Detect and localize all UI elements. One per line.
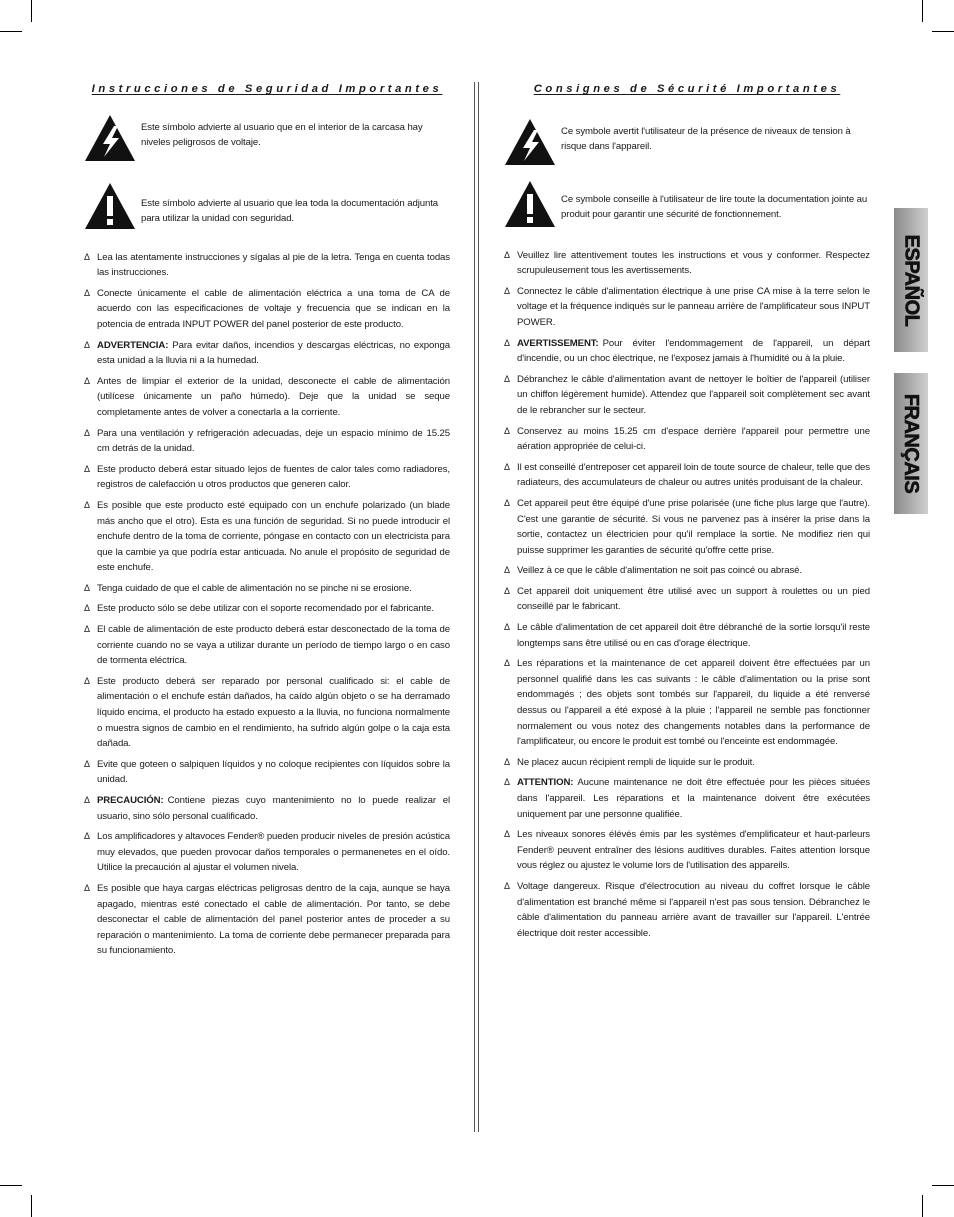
safety-item (504, 424, 870, 455)
safety-item-text: Este producto deberá estar situado lejos de fuentes de calor tales como radiadores, registros de calefacción u otros productos que generen calor. (97, 463, 450, 491)
bullet-marker: Δ (84, 624, 90, 635)
safety-item (504, 620, 870, 651)
docs-symbol-text: Ce symbole conseille à l'utilisateur de lire toute la documentation jointe au produit pour garantir une sécurité de fonctionnement. (561, 193, 868, 221)
safety-item-text: Para una ventilación y refrigeración adecuadas, deje un espacio mínimo de 15.25 cm detrás de la unidad. (97, 427, 450, 455)
bullet-marker: Δ (504, 880, 510, 891)
safety-item-text: Les réparations et la maintenance de cet appareil doivent être effectuées par un personnel qualifié dans les cas suivants : le câble d'alimentation ou la prise sont endommagés ; des objets sont tombés sur l'appareil, du liquide a été renversé dessus ou l'appareil a été exposé à la pluie ; l'appareil ne semble pas fonctionner normalement ou vous notez des changements notables dans la performance de l'amplificateur, ou encore le produit est tombé ou l'enceinte est endommagée. (517, 658, 870, 748)
bullet-marker: Δ (504, 777, 510, 788)
language-tab-label: ESPAÑOL (900, 234, 923, 326)
voltage-symbol-note (84, 114, 450, 168)
docs-symbol-note (84, 182, 450, 236)
exclamation-warning-icon (84, 182, 136, 230)
bullet-marker: Δ (504, 658, 510, 669)
spanish-column (84, 82, 450, 964)
lightning-warning-icon (504, 118, 556, 166)
safety-item-text: Es posible que este producto esté equipado con un enchufe polarizado (un blade más ancho que el otro). Esta es una función de seguridad. Si no puede introducir el enchufe dentro de la toma de corriente, póngase en contacto con un electricista para que la cambie ya que podría estar anticuada. No anule el propósito de seguridad de este enchufe. (97, 499, 450, 574)
crop-mark (932, 31, 954, 32)
voltage-symbol-text: Este símbolo advierte al usuario que en el interior de la carcasa hay niveles peligrosos de voltaje. (141, 121, 423, 149)
safety-item-text: Para evitar daños, incendios y descargas eléctricas, no exponga esta unidad a la lluvia ni a la humedad. (97, 339, 450, 367)
safety-item-text: Es posible que haya cargas eléctricas peligrosas dentro de la caja, aunque se haya apagado, mientras esté conectado el cable de alimentación. Por tanto, se debe desconectar el cable de alimentación del panel posterior antes de proceder a su reparación o mantenimiento. La toma de corriente debe permanecer preparada para su funcionamiento. (97, 882, 450, 957)
column-divider (478, 82, 479, 1132)
crop-mark (0, 1185, 22, 1186)
safety-item-text: Veillez à ce que le câble d'alimentation ne soit pas coincé ou abrasé. (517, 565, 802, 577)
safety-item-text: Conservez au moins 15.25 cm d'espace derrière l'appareil pour permettre une aération appropriée de celui-ci. (517, 425, 870, 453)
safety-item-text: Evite que goteen o salpiquen líquidos y no coloque recipientes con líquidos sobre la unidad. (97, 758, 450, 786)
bullet-marker: Δ (504, 337, 510, 348)
lightning-warning-icon (84, 114, 136, 162)
french-column (504, 82, 870, 946)
safety-item (84, 250, 450, 281)
bullet-marker: Δ (504, 565, 510, 576)
safety-item (84, 674, 450, 752)
docs-symbol-note (504, 180, 870, 234)
safety-item (504, 460, 870, 491)
bullet-marker: Δ (84, 463, 90, 474)
bullet-marker: Δ (84, 831, 90, 842)
safety-item (84, 286, 450, 333)
safety-item (504, 372, 870, 419)
bullet-marker: Δ (504, 249, 510, 260)
docs-symbol-text: Este símbolo advierte al usuario que lea toda la documentación adjunta para utilizar la unidad con seguridad. (141, 197, 438, 225)
safety-item (504, 879, 870, 941)
bullet-marker: Δ (504, 829, 510, 840)
spanish-heading: Instrucciones de Seguridad Importantes (91, 83, 443, 95)
safety-item-text: Pour éviter l'endommagement de l'appareil, un départ d'incendie, ou un choc électrique, ne l'exposez jamais à l'humidité ou à la pluie. (517, 337, 870, 365)
safety-item (84, 374, 450, 421)
bullet-marker: Δ (504, 622, 510, 633)
bullet-marker: Δ (504, 425, 510, 436)
safety-item-text: Este producto deberá ser reparado por personal cualificado si: el cable de alimentación o el enchufe están dañados, ha caído algún objeto o se ha derramado líquido encima, el producto ha estado expuesto a la lluvia, no funciona normalmente o muestra signos de cambio en el rendimiento, ha sufrido algún golpe o la caja esta dañada. (97, 675, 450, 750)
language-tab-espanol (894, 208, 928, 352)
crop-mark (932, 1185, 954, 1186)
safety-item (504, 656, 870, 750)
bullet-marker: Δ (504, 285, 510, 296)
language-tab-label: FRANÇAIS (900, 393, 923, 494)
safety-item-lead: ATTENTION: (517, 777, 574, 789)
bullet-marker: Δ (84, 339, 90, 350)
safety-item-text: Le câble d'alimentation de cet appareil doit être débranché de la sortie lorsqu'il reste longtemps sans être utilisé ou en cas d'orage électrique. (517, 622, 870, 649)
safety-item (84, 757, 450, 788)
bullet-marker: Δ (84, 251, 90, 262)
safety-item-text: Los amplificadores y altavoces Fender® pueden producir niveles de presión acústica muy elevados, que pueden provocar daños temporales o permanenetes en el oído. Utilice la precaución al ajustar el volumen nivela. (97, 831, 450, 874)
language-tab-francais (894, 373, 928, 514)
safety-item (504, 248, 870, 279)
bullet-marker: Δ (84, 882, 90, 893)
safety-item (504, 284, 870, 331)
spanish-safety-list (84, 250, 450, 959)
safety-item (504, 336, 870, 367)
voltage-symbol-note (504, 118, 870, 172)
safety-item-text: Lea las atentamente instrucciones y sígalas al pie de la letra. Tenga en cuenta todas las instrucciones. (97, 251, 450, 279)
safety-item (84, 622, 450, 669)
safety-item-text: Ne placez aucun récipient rempli de liquide sur le produit. (517, 756, 755, 768)
safety-item (84, 601, 450, 617)
bullet-marker: Δ (504, 756, 510, 767)
exclamation-warning-icon (504, 180, 556, 228)
safety-item (84, 581, 450, 597)
safety-item (84, 338, 450, 369)
safety-item-lead: PRECAUCIÓN: (97, 795, 164, 806)
safety-item (84, 793, 450, 824)
crop-mark (31, 0, 32, 22)
safety-item-text: Connectez le câble d'alimentation électrique à une prise CA mise à la terre selon le voltage et la fréquence indiqués sur le panneau arrière de l'amplificateur sous INPUT POWER. (517, 285, 870, 328)
safety-item-lead: AVERTISSEMENT: (517, 337, 599, 349)
safety-item (504, 563, 870, 579)
safety-item-text: El cable de alimentación de este producto deberá estar desconectado de la toma de corriente cuando no se vaya a utilizar durante un período de tiempo largo o en caso de tormenta eléctrica. (97, 624, 450, 667)
french-safety-list (504, 248, 870, 942)
safety-item (84, 462, 450, 493)
safety-item (504, 775, 870, 822)
safety-item-text: Conecte únicamente el cable de alimentación eléctrica a una toma de CA de acuerdo con las especificaciones de voltaje y frecuencia que se indican en la potencia de entrada INPUT POWER del panel posterior de este producto. (97, 287, 450, 330)
bullet-marker: Δ (504, 373, 510, 384)
bullet-marker: Δ (84, 375, 90, 386)
crop-mark (0, 31, 22, 32)
bullet-marker: Δ (84, 795, 90, 805)
bullet-marker: Δ (84, 758, 90, 769)
safety-item (84, 426, 450, 457)
bullet-marker: Δ (84, 675, 90, 686)
safety-item (504, 755, 870, 771)
safety-item-text: Antes de limpiar el exterior de la unidad, desconecte el cable de alimentación (utilícese únicamente un paño húmedo). Deje que la unidad se seque completamente antes de volver a conectarla a la corriente. (97, 375, 450, 418)
safety-item-text: Débranchez le câble d'alimentation avant de nettoyer le boîtier de l'appareil (utiliser un chiffon légèrement humide). Attendez que l'appareil soit complètement sec avant de le rebrancher sur le secteur. (517, 373, 870, 416)
safety-item (504, 584, 870, 615)
bullet-marker: Δ (504, 585, 510, 596)
safety-item (504, 496, 870, 558)
safety-item-text: Voltage dangereux. Risque d'électrocution au niveau du coffret lorsque le câble d'alimentation est branché même si l'appareil n'est pas sous tension. Débranchez le câble d'alimentation du panneau arrière avant de travailler sur l'appareil. L'entrée électrique doit rester accessible. (517, 880, 870, 939)
crop-mark (922, 1195, 923, 1217)
safety-item-text: Contiene piezas cuyo mantenimiento no lo puede realizar el usuario, sino sólo personal cualificado. (97, 795, 450, 822)
safety-item (84, 881, 450, 959)
safety-item (84, 498, 450, 576)
bullet-marker: Δ (84, 287, 90, 298)
safety-item-text: Aucune maintenance ne doit être effectuée pour les pièces situées dans l'appareil. Les réparations et la maintenance doivent être exécutées uniquement par une personne qualifiée. (517, 777, 870, 820)
bullet-marker: Δ (504, 461, 510, 472)
voltage-symbol-text: Ce symbole avertit l'utilisateur de la présence de niveaux de tension à risque dans l'appareil. (561, 125, 851, 153)
safety-item-text: Veuillez lire attentivement toutes les instructions et vous y conformer. Respectez scrupuleusement tous les avertissements. (517, 249, 870, 277)
french-heading: Consignes de Sécurité Importantes (533, 83, 841, 95)
bullet-marker: Δ (84, 603, 90, 614)
bullet-marker: Δ (84, 427, 90, 438)
safety-item-lead: ADVERTENCIA: (97, 339, 169, 351)
safety-item-text: Tenga cuidado de que el cable de alimentación no se pinche ni se erosione. (97, 582, 412, 594)
safety-item-text: Les niveaux sonores élévés émis par les systèmes d'emplificateur et haut-parleurs Fender® peuvent entraîner des lésions auditives durables. Faites attention lorsque vous réglez ou ajustez le volume lors de l'utilisation des appareils. (517, 829, 870, 872)
safety-item-text: Este producto sólo se debe utilizar con el soporte recomendado por el fabricante. (97, 603, 434, 615)
safety-item-text: Il est conseillé d'entreposer cet appareil loin de toute source de chaleur, telle que des radiateurs, des accumulateurs de chaleur ou autres unités produisant de la chaleur. (517, 461, 870, 489)
crop-mark (922, 0, 923, 22)
safety-item (504, 827, 870, 874)
column-divider (474, 82, 475, 1132)
safety-item (84, 829, 450, 876)
bullet-marker: Δ (84, 499, 90, 510)
crop-mark (31, 1195, 32, 1217)
bullet-marker: Δ (504, 497, 510, 508)
bullet-marker: Δ (84, 582, 90, 593)
safety-item-text: Cet appareil doit uniquement être utilisé avec un support à roulettes ou un pied conseillé par le fabricant. (517, 585, 870, 613)
safety-item-text: Cet appareil peut être équipé d'une prise polarisée (une fiche plus large que l'autre). C'est une garantie de sécurité. Si vous ne parvenez pas à insérer la prise dans la sortie, contactez un électricien pour qu'il remplace la sortie. Ne modifiez rien qui puisse supprimer les garanties de sécurité qu'offre cette prise. (517, 497, 870, 556)
